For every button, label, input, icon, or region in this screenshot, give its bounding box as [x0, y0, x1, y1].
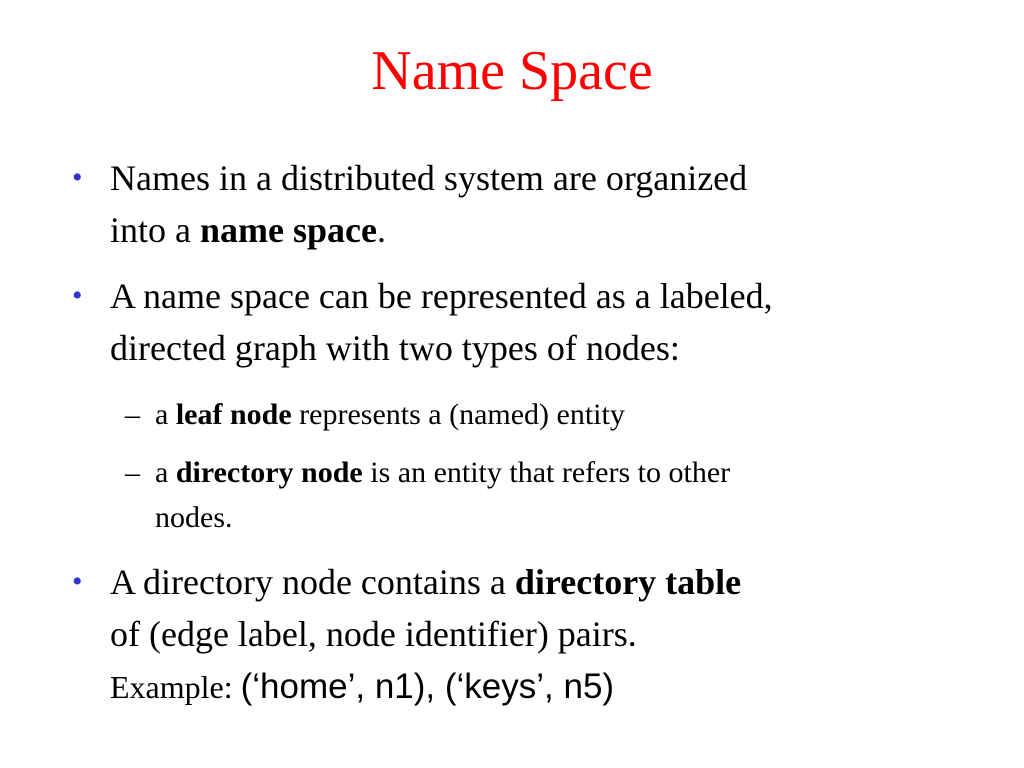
bold-term: directory table [514, 562, 742, 602]
sub-bullet-line: nodes. [155, 501, 233, 534]
sub-bullet-line: a leaf node represents a (named) entity [155, 398, 625, 431]
bullet-dot-icon: • [72, 161, 83, 194]
example-text: (‘home’, n1), (‘keys’, n5) [240, 667, 615, 706]
bullet-line: of (edge label, node identifier) pairs. [110, 614, 637, 654]
bold-term: name space [199, 210, 377, 250]
sub-bullet-item [125, 392, 955, 437]
sub-bullet-dash-icon: – [125, 398, 140, 431]
bullet-line: A directory node contains a directory table [110, 562, 742, 602]
bold-term: leaf node [175, 398, 292, 431]
bullet-line: Example: (‘home’, n1), (‘keys’, n5) [110, 667, 615, 706]
bullet-line: A name space can be represented as a labeled, [110, 276, 773, 316]
bold-term: directory node [175, 456, 363, 489]
bullet-line: directed graph with two types of nodes: [110, 328, 680, 368]
bullet-dot-icon: • [72, 565, 83, 598]
bullet-line: into a name space. [110, 210, 386, 250]
bullet-line: Names in a distributed system are organized [110, 158, 748, 198]
sub-bullet-line: a directory node is an entity that refers to other [155, 456, 731, 489]
sub-bullet-dash-icon: – [125, 456, 140, 489]
bullet-item [72, 270, 970, 374]
slide-title: Name Space [371, 40, 653, 102]
sub-bullet-item [125, 450, 955, 540]
bullet-item [72, 556, 970, 713]
bullet-dot-icon: • [72, 279, 83, 312]
bullet-item [72, 152, 970, 256]
